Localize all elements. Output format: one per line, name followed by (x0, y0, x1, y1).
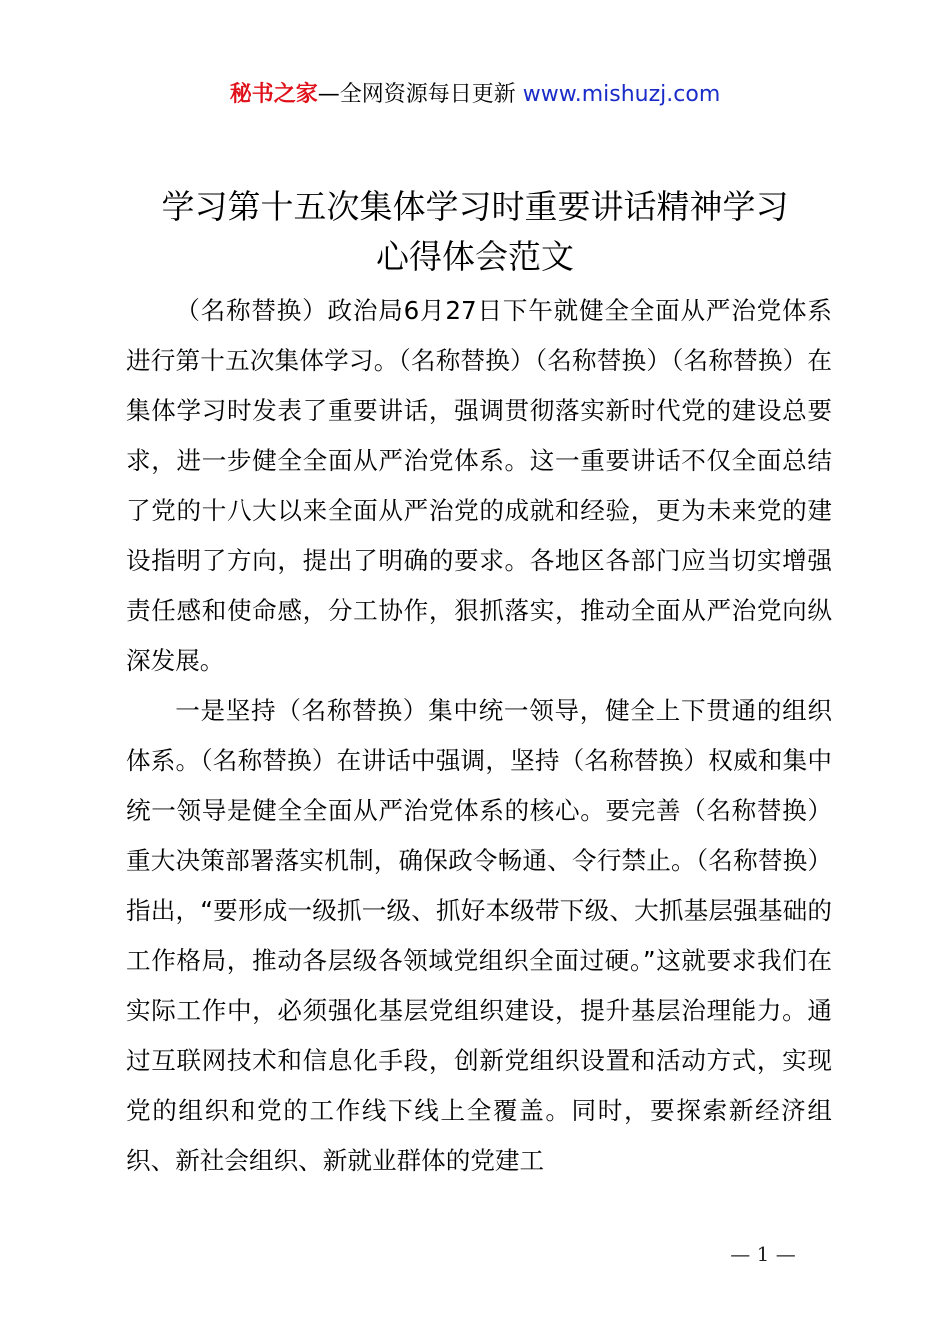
page-number: — 1 — (730, 1242, 796, 1266)
body-paragraph-1: （名称替换）政治局6月27日下午就健全全面从严治党体系进行第十五次集体学习。（名称替换）（名称替换）（名称替换）在集体学习时发表了重要讲话，强调贯彻落实新时代党的建设总要求，进一步健全全面从严治党体系。这一重要讲话不仅全面总结了党的十八大以来全面从严治党的成就和经验，更为未来党的建设指明了方向，提出了明确的要求。各地区各部门应当切实增强责任感和使命感，分工协作，狠抓落实，推动全面从严治党向纵深发展。 (126, 296, 832, 675)
document-title-line-2: 心得体会范文 (376, 237, 574, 276)
body-paragraph-2: 一是坚持（名称替换）集中统一领导，健全上下贯通的组织体系。（名称替换）在讲话中强调，坚持（名称替换）权威和集中统一领导是健全全面从严治党体系的核心。要完善（名称替换）重大决策部署落实机制，确保政令畅通、令行禁止。（名称替换）指出，“要形成一级抓一级、抓好本级带下级、大抓基层强基础的工作格局，推动各层级各领域党组织全面过硬。”这就要求我们在实际工作中，必须强化基层党组织建设，提升基层治理能力。通过互联网技术和信息化手段，创新党组织设置和活动方式，实现党的组织和党的工作线下线上全覆盖。同时，要探索新经济组织、新社会组织、新就业群体的党建工 (126, 696, 832, 1175)
site-url-link[interactable]: www.mishuzj.com (522, 82, 721, 107)
site-tagline: —全网资源每日更新 (317, 82, 516, 107)
document-title-line-1: 学习第十五次集体学习时重要讲话精神学习 (161, 187, 789, 226)
site-header (0, 78, 950, 112)
document-title (60, 182, 890, 282)
document-body (126, 286, 832, 1186)
site-brand: 秘书之家 (229, 82, 318, 107)
